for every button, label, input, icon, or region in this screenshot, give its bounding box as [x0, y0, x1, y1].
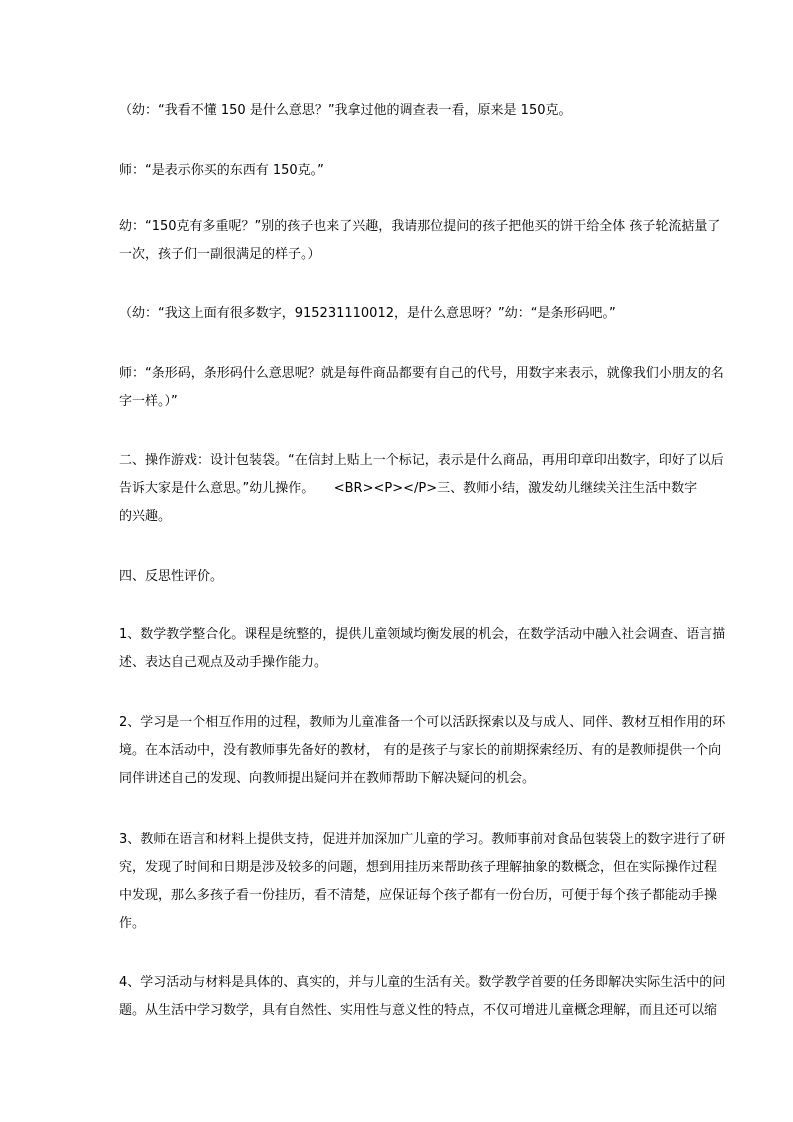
text-line: 题。从生活中学习数学，具有自然性、实用性与意义性的特点，不仅可增进儿童概念理解，而且还可以缩 — [119, 1003, 718, 1018]
text-line: 究，发现了时间和日期是涉及较多的问题，想到用挂历来帮助孩子理解抽象的数概念，但在实际操作过程 — [119, 860, 718, 875]
text-line: 四、反思性评价。 — [119, 569, 224, 584]
paragraph-reflection-heading — [119, 563, 679, 591]
text-line: 作。 — [119, 916, 146, 931]
paragraph-child-barcode — [119, 300, 679, 328]
text-line: 2、学习是一个相互作用的过程，教师为儿童准备一个可以活跃探索以及与成人、同伴、教材互相作用的环 — [119, 715, 726, 730]
text-line: 幼：“150克有多重呢？”别的孩子也来了兴趣，我请那位提问的孩子把他买的饼干给全体 孩子轮流掂量了 — [119, 219, 721, 234]
text-line: 4、学习活动与材料是具体的、真实的，并与儿童的生活有关。数学教学首要的任务即解决实际生活中的问 — [119, 975, 726, 990]
paragraph-teacher-barcode — [119, 360, 724, 416]
paragraph-reflection-1 — [119, 621, 726, 677]
paragraph-child-weight — [119, 213, 721, 269]
paragraph-game-design — [119, 447, 724, 531]
paragraph-reflection-3 — [119, 826, 726, 938]
text-line: 一次，孩子们一副很满足的样子。） — [119, 247, 321, 262]
text-line: 告诉大家是什么意思。”幼儿操作。 <BR><P></P>三、教师小结，激发幼儿继续关注生活中数字 — [119, 481, 698, 496]
paragraph-reflection-2 — [119, 709, 726, 793]
paragraph-reflection-4 — [119, 969, 726, 1025]
text-line: 二、操作游戏：设计包装袋。“在信封上贴上一个标记，表示是什么商品，再用印章印出数字，印好了以后 — [119, 453, 724, 468]
text-line: 的兴趣。 — [119, 509, 172, 524]
text-line: 同伴讲述自己的发现、向教师提出疑问并在教师帮助下解决疑问的机会。 — [119, 771, 536, 786]
paragraph-child-question-150 — [119, 97, 679, 125]
text-line: （幼：“我这上面有很多数字，915231110012，是什么意思呀？”幼：“是条形码吧。” — [119, 306, 616, 321]
text-line: 字一样。）” — [119, 394, 178, 409]
text-line: 述、表达自己观点及动手操作能力。 — [119, 655, 328, 670]
paragraph-teacher-150g — [119, 157, 679, 185]
text-line: 师：“条形码，条形码什么意思呢？就是每件商品都要有自己的代号，用数字来表示，就像我们小朋友的名 — [119, 366, 724, 381]
text-line: 师：“是表示你买的东西有 150克。” — [119, 163, 324, 178]
text-line: 1、数学教学整合化。课程是统整的，提供儿童领域均衡发展的机会，在数学活动中融入社会调查、语言描 — [119, 627, 726, 642]
text-line: 3、教师在语言和材料上提供支持，促进并加深加广儿童的学习。教师事前对食品包装袋上的数字进行了研 — [119, 832, 726, 847]
text-line: 中发现，那么多孩子看一份挂历，看不清楚，应保证每个孩子都有一份台历，可便于每个孩子都能动手操 — [119, 888, 718, 903]
text-line: （幼：“我看不懂 150 是什么意思？”我拿过他的调查表一看，原来是 150克。 — [119, 103, 572, 118]
text-line: 境。在本活动中，没有教师事先备好的教材， 有的是孩子与家长的前期探索经历、有的是教师提供一个向 — [119, 743, 722, 758]
